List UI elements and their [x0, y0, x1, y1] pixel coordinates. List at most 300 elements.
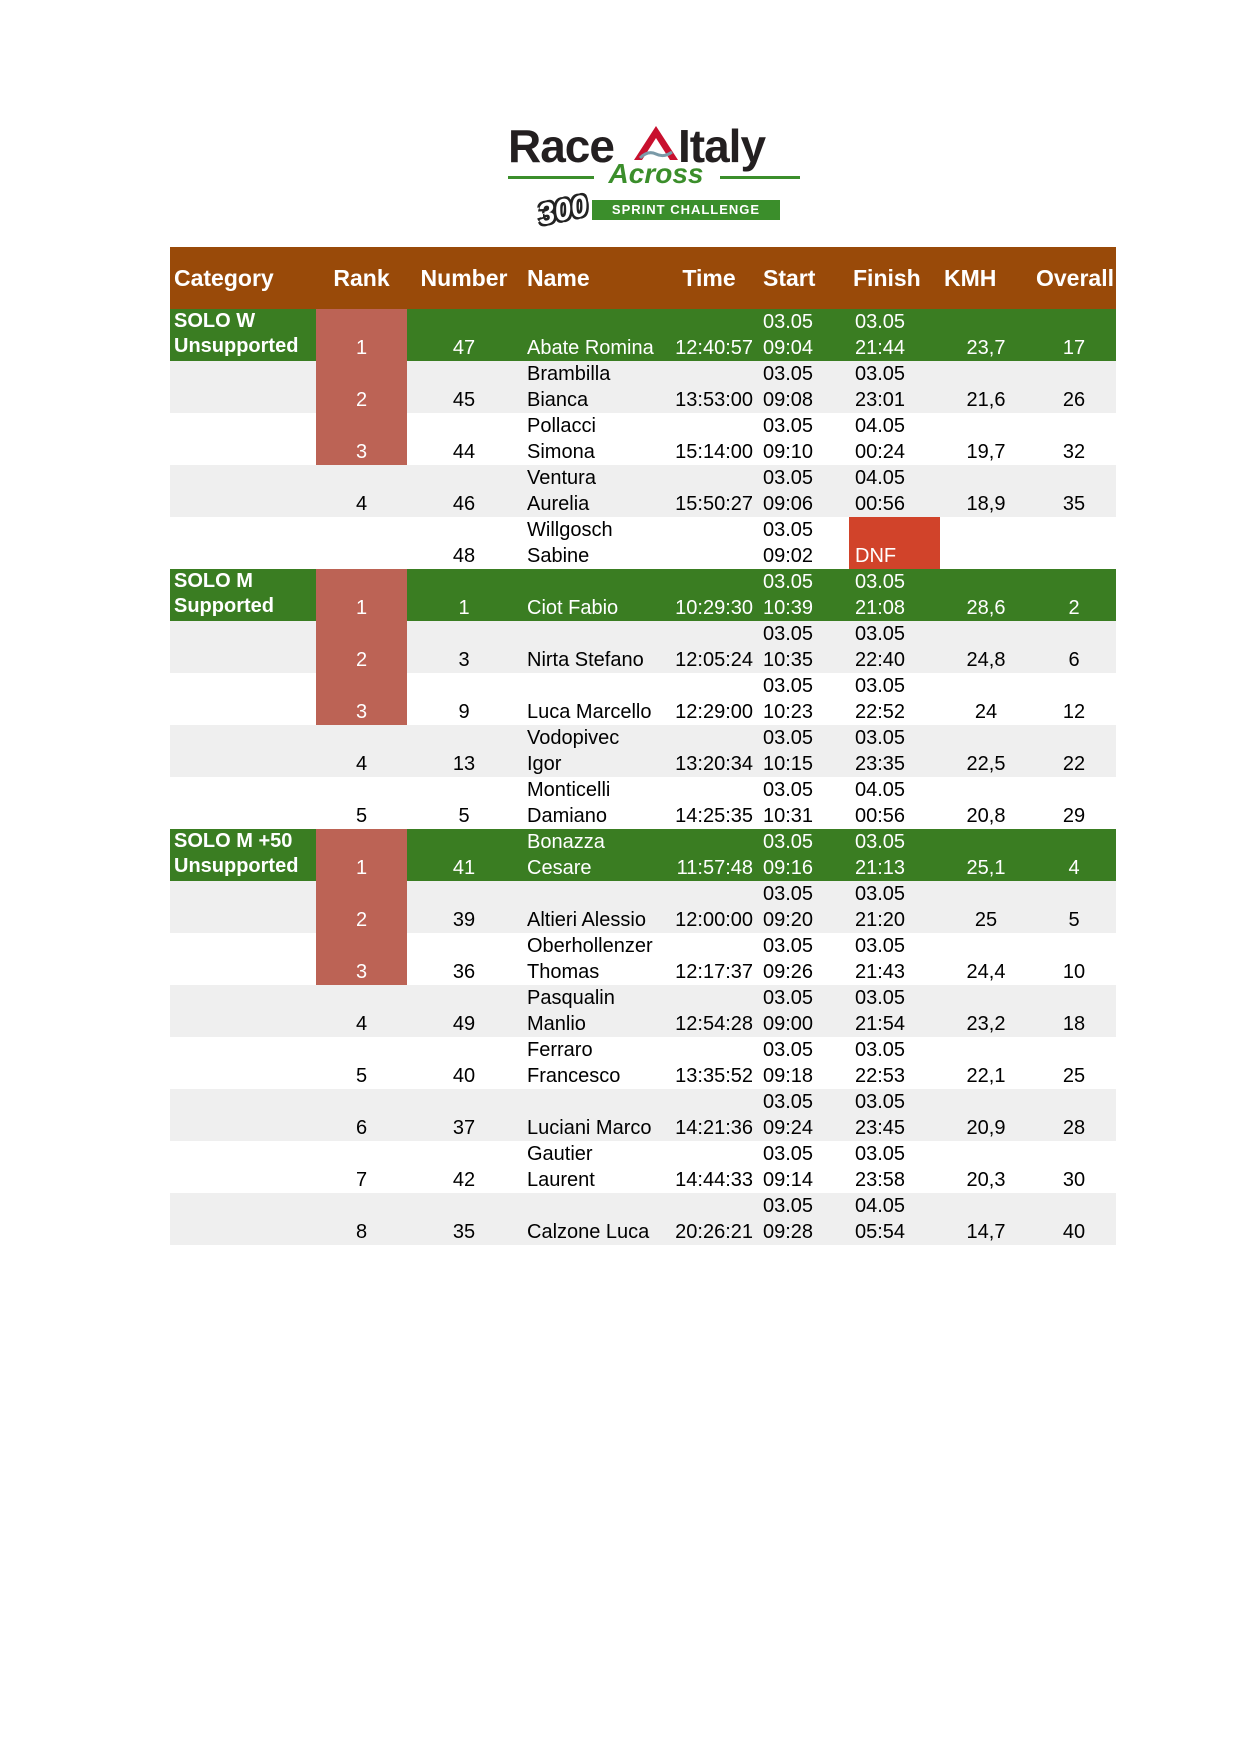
- name-cell: [521, 829, 661, 881]
- overall-cell: 12: [1032, 673, 1116, 725]
- table-row: [170, 1037, 1116, 1089]
- category-cell: [170, 517, 316, 569]
- finish-cell-line-1: 03.05: [855, 883, 906, 905]
- category-cell-line-1: [174, 673, 312, 698]
- finish-cell: [849, 413, 940, 465]
- table-row: [170, 725, 1116, 777]
- category-cell-line-1: [174, 881, 312, 906]
- category-cell-line-2: [174, 1114, 312, 1139]
- category-cell: [170, 1141, 316, 1193]
- name-cell-line-1: Ventura: [527, 467, 596, 489]
- name-cell: [521, 465, 661, 517]
- category-cell-line-1: [174, 413, 312, 438]
- number-cell: 46: [407, 465, 521, 517]
- finish-cell-line-1: 03.05: [855, 1091, 906, 1113]
- time-cell: 15:14:00: [661, 413, 757, 465]
- time-cell: 14:21:36: [661, 1089, 757, 1141]
- time-cell: [661, 517, 757, 569]
- overall-cell: 5: [1032, 881, 1116, 933]
- time-cell: 12:29:00: [661, 673, 757, 725]
- category-cell-line-1: [174, 1141, 312, 1166]
- table-row: [170, 777, 1116, 829]
- start-cell: [757, 1193, 849, 1245]
- start-cell-line-2: 09:18: [763, 1065, 814, 1087]
- finish-cell: [849, 881, 940, 933]
- rank-cell: [316, 517, 407, 569]
- name-cell-line-2: Sabine: [527, 545, 590, 567]
- start-cell-line-2: 10:39: [763, 597, 814, 619]
- start-cell-line-2: 09:20: [763, 909, 814, 931]
- category-cell-line-2: [174, 802, 312, 827]
- start-cell: [757, 985, 849, 1037]
- category-cell-line-1: SOLO M: [174, 570, 253, 592]
- name-cell-line-1: Brambilla: [527, 363, 611, 385]
- finish-cell: [849, 1037, 940, 1089]
- category-cell-line-2: [174, 698, 312, 723]
- finish-cell-line-1: 03.05: [855, 831, 906, 853]
- kmh-cell: 23,2: [940, 985, 1032, 1037]
- name-cell-line-1: [527, 569, 657, 595]
- table-row: [170, 413, 1116, 465]
- name-cell-line-1: [527, 309, 657, 335]
- time-cell: 10:29:30: [661, 569, 757, 621]
- finish-cell-line-1: 03.05: [855, 311, 906, 333]
- start-cell: [757, 361, 849, 413]
- table-row: [170, 673, 1116, 725]
- start-cell-line-2: 09:02: [763, 545, 814, 567]
- logo-italy-text: Italy: [678, 120, 766, 172]
- name-cell-line-1: [527, 881, 657, 907]
- name-cell: [521, 777, 661, 829]
- kmh-cell: 14,7: [940, 1193, 1032, 1245]
- logo-left-line: [508, 176, 594, 179]
- finish-cell-line-1: 03.05: [855, 727, 906, 749]
- table-row: [170, 1089, 1116, 1141]
- finish-cell-line-1: 03.05: [855, 1039, 906, 1061]
- category-cell-line-1: [174, 621, 312, 646]
- number-cell: 40: [407, 1037, 521, 1089]
- time-cell: 20:26:21: [661, 1193, 757, 1245]
- finish-cell-line-1: 03.05: [855, 363, 906, 385]
- category-cell: [170, 309, 316, 361]
- finish-cell-line-2: 21:43: [855, 961, 906, 983]
- table-row: [170, 465, 1116, 517]
- category-cell-line-2: [174, 906, 312, 931]
- name-cell-line-2: Luca Marcello: [527, 701, 652, 723]
- category-cell-line-1: SOLO M +50: [174, 830, 293, 852]
- overall-cell: 32: [1032, 413, 1116, 465]
- name-cell: [521, 1193, 661, 1245]
- name-cell-line-2: Cesare: [527, 857, 592, 879]
- name-cell-line-2: Calzone Luca: [527, 1221, 650, 1243]
- finish-cell: [849, 569, 940, 621]
- table-row: [170, 985, 1116, 1037]
- name-cell-line-2: Aurelia: [527, 493, 590, 515]
- time-cell: 12:05:24: [661, 621, 757, 673]
- time-cell: 12:40:57: [661, 309, 757, 361]
- category-cell-line-2: Unsupported: [174, 855, 299, 877]
- overall-cell: 6: [1032, 621, 1116, 673]
- category-cell-line-2: [174, 386, 312, 411]
- finish-cell-line-1: 03.05: [855, 623, 906, 645]
- start-cell: [757, 829, 849, 881]
- finish-cell-line-2: 21:20: [855, 909, 906, 931]
- category-cell-line-1: [174, 777, 312, 802]
- name-cell-line-2: Francesco: [527, 1065, 621, 1087]
- finish-cell-line-1: 03.05: [855, 1143, 906, 1165]
- name-cell: [521, 309, 661, 361]
- category-cell-line-2: [174, 958, 312, 983]
- finish-cell-line-2: 21:44: [855, 337, 906, 359]
- start-cell-line-1: 03.05: [763, 1143, 814, 1165]
- start-cell-line-1: 03.05: [763, 831, 814, 853]
- start-cell-line-2: 09:04: [763, 337, 814, 359]
- start-cell-line-1: 03.05: [763, 519, 814, 541]
- category-cell-line-2: [174, 542, 312, 567]
- name-cell-line-1: [527, 1193, 657, 1219]
- category-cell: [170, 881, 316, 933]
- category-cell-line-2: [174, 1218, 312, 1243]
- name-cell-line-2: Altieri Alessio: [527, 909, 646, 931]
- finish-cell-line-2: 22:40: [855, 649, 906, 671]
- finish-cell: [849, 777, 940, 829]
- start-cell: [757, 309, 849, 361]
- header-row: [170, 247, 1116, 309]
- start-cell-line-1: 03.05: [763, 727, 814, 749]
- finish-cell-line-2: 00:24: [855, 441, 906, 463]
- rank-cell: 2: [316, 361, 407, 413]
- name-cell-line-1: Oberhollenzer: [527, 935, 653, 957]
- logo-race-text: Race: [508, 120, 614, 172]
- start-cell: [757, 673, 849, 725]
- header-number: Number: [407, 247, 521, 309]
- start-cell-line-1: 03.05: [763, 311, 814, 333]
- table-row: [170, 933, 1116, 985]
- start-cell-line-1: 03.05: [763, 415, 814, 437]
- number-cell: 5: [407, 777, 521, 829]
- category-cell: [170, 1037, 316, 1089]
- kmh-cell: 18,9: [940, 465, 1032, 517]
- table-row: [170, 361, 1116, 413]
- table-row: [170, 1193, 1116, 1245]
- finish-cell: [849, 1193, 940, 1245]
- finish-cell: [849, 361, 940, 413]
- finish-cell-line-1: [855, 517, 936, 543]
- name-cell-line-1: Pollacci: [527, 415, 596, 437]
- finish-cell-line-1: 03.05: [855, 571, 906, 593]
- kmh-cell: 24,4: [940, 933, 1032, 985]
- time-cell: 14:25:35: [661, 777, 757, 829]
- kmh-cell: 21,6: [940, 361, 1032, 413]
- start-cell-line-2: 10:35: [763, 649, 814, 671]
- header-name: Name: [521, 247, 661, 309]
- category-cell: [170, 725, 316, 777]
- finish-cell-line-2: 22:53: [855, 1065, 906, 1087]
- overall-cell: 40: [1032, 1193, 1116, 1245]
- start-cell-line-2: 10:15: [763, 753, 814, 775]
- name-cell: [521, 517, 661, 569]
- header-category: Category: [170, 247, 316, 309]
- start-cell-line-2: 09:24: [763, 1117, 814, 1139]
- start-cell-line-1: 03.05: [763, 935, 814, 957]
- category-cell: [170, 1193, 316, 1245]
- category-cell-line-2: [174, 1166, 312, 1191]
- category-cell: [170, 621, 316, 673]
- finish-cell-line-1: 04.05: [855, 779, 906, 801]
- finish-cell-line-2: 23:45: [855, 1117, 906, 1139]
- rank-cell: 1: [316, 569, 407, 621]
- kmh-cell: 25,1: [940, 829, 1032, 881]
- table-row: [170, 569, 1116, 621]
- start-cell: [757, 933, 849, 985]
- time-cell: 14:44:33: [661, 1141, 757, 1193]
- category-cell: [170, 361, 316, 413]
- finish-cell-line-1: 03.05: [855, 935, 906, 957]
- table-row: [170, 829, 1116, 881]
- finish-cell-line-2: 21:08: [855, 597, 906, 619]
- name-cell-line-2: Ciot Fabio: [527, 597, 619, 619]
- name-cell: [521, 673, 661, 725]
- start-cell-line-2: 09:06: [763, 493, 814, 515]
- category-cell: [170, 465, 316, 517]
- rank-cell: 2: [316, 881, 407, 933]
- finish-cell: [849, 725, 940, 777]
- name-cell-line-2: Simona: [527, 441, 595, 463]
- finish-cell: [849, 1089, 940, 1141]
- overall-cell: 4: [1032, 829, 1116, 881]
- table-row: [170, 621, 1116, 673]
- start-cell-line-1: 03.05: [763, 1039, 814, 1061]
- finish-cell-line-2: 23:35: [855, 753, 906, 775]
- category-cell-line-1: [174, 1037, 312, 1062]
- name-cell: [521, 569, 661, 621]
- category-cell-line-2: [174, 1010, 312, 1035]
- number-cell: 45: [407, 361, 521, 413]
- start-cell-line-2: 09:16: [763, 857, 814, 879]
- category-cell-line-1: [174, 1089, 312, 1114]
- finish-cell: [849, 309, 940, 361]
- start-cell-line-2: 09:08: [763, 389, 814, 411]
- finish-cell-line-2: 21:13: [855, 857, 906, 879]
- time-cell: 15:50:27: [661, 465, 757, 517]
- category-cell: [170, 777, 316, 829]
- kmh-cell: 24,8: [940, 621, 1032, 673]
- start-cell: [757, 413, 849, 465]
- start-cell-line-2: 10:31: [763, 805, 814, 827]
- start-cell-line-1: 03.05: [763, 779, 814, 801]
- finish-cell: [849, 517, 940, 569]
- name-cell-line-1: [527, 673, 657, 699]
- category-cell-line-2: [174, 438, 312, 463]
- start-cell-line-1: 03.05: [763, 883, 814, 905]
- category-cell: [170, 933, 316, 985]
- finish-cell: [849, 933, 940, 985]
- table-row: [170, 309, 1116, 361]
- name-cell-line-2: Laurent: [527, 1169, 595, 1191]
- rank-cell: 3: [316, 933, 407, 985]
- rank-cell: 7: [316, 1141, 407, 1193]
- time-cell: 13:20:34: [661, 725, 757, 777]
- kmh-cell: [940, 517, 1032, 569]
- name-cell-line-2: Thomas: [527, 961, 600, 983]
- finish-cell-line-2: 00:56: [855, 493, 906, 515]
- finish-cell-line-2: 21:54: [855, 1013, 906, 1035]
- category-cell-line-1: [174, 1193, 312, 1218]
- category-cell-line-1: [174, 725, 312, 750]
- name-cell: [521, 361, 661, 413]
- number-cell: 44: [407, 413, 521, 465]
- name-cell-line-1: Bonazza: [527, 831, 605, 853]
- finish-cell-line-2: 22:52: [855, 701, 906, 723]
- kmh-cell: 25: [940, 881, 1032, 933]
- finish-cell-line-1: 03.05: [855, 987, 906, 1009]
- category-cell-line-1: [174, 985, 312, 1010]
- overall-cell: 17: [1032, 309, 1116, 361]
- number-cell: 13: [407, 725, 521, 777]
- number-cell: 42: [407, 1141, 521, 1193]
- number-cell: 35: [407, 1193, 521, 1245]
- name-cell: [521, 1089, 661, 1141]
- header-finish: Finish: [849, 247, 940, 309]
- start-cell-line-1: 03.05: [763, 571, 814, 593]
- kmh-cell: 22,1: [940, 1037, 1032, 1089]
- start-cell-line-2: 10:23: [763, 701, 814, 723]
- number-cell: 39: [407, 881, 521, 933]
- number-cell: 48: [407, 517, 521, 569]
- name-cell: [521, 413, 661, 465]
- rank-cell: 5: [316, 777, 407, 829]
- start-cell-line-1: 03.05: [763, 623, 814, 645]
- mountain-icon: [632, 122, 680, 162]
- logo-across-text: Across: [608, 158, 704, 189]
- race-across-italy-logo: [508, 118, 798, 232]
- header-overall: Overall: [1032, 247, 1116, 309]
- start-cell-line-1: 03.05: [763, 675, 814, 697]
- category-cell-line-1: [174, 465, 312, 490]
- category-cell: [170, 413, 316, 465]
- rank-cell: 1: [316, 309, 407, 361]
- finish-cell: [849, 829, 940, 881]
- category-cell-line-1: [174, 517, 312, 542]
- start-cell-line-2: 09:10: [763, 441, 814, 463]
- name-cell: [521, 725, 661, 777]
- logo-right-line: [720, 176, 800, 179]
- header-rank: Rank: [316, 247, 407, 309]
- category-cell: [170, 673, 316, 725]
- header-kmh: KMH: [940, 247, 1032, 309]
- finish-cell-line-2: 00:56: [855, 805, 906, 827]
- number-cell: 3: [407, 621, 521, 673]
- time-cell: 13:35:52: [661, 1037, 757, 1089]
- rank-cell: 3: [316, 673, 407, 725]
- overall-cell: 2: [1032, 569, 1116, 621]
- finish-cell: [849, 985, 940, 1037]
- start-cell-line-1: 03.05: [763, 1195, 814, 1217]
- start-cell: [757, 777, 849, 829]
- time-cell: 12:17:37: [661, 933, 757, 985]
- category-cell: [170, 569, 316, 621]
- overall-cell: 22: [1032, 725, 1116, 777]
- rank-cell: 1: [316, 829, 407, 881]
- start-cell: [757, 1141, 849, 1193]
- start-cell: [757, 569, 849, 621]
- number-cell: 1: [407, 569, 521, 621]
- number-cell: 49: [407, 985, 521, 1037]
- name-cell-line-2: Damiano: [527, 805, 608, 827]
- name-cell: [521, 1037, 661, 1089]
- name-cell: [521, 933, 661, 985]
- category-cell: [170, 1089, 316, 1141]
- name-cell-line-1: Pasqualin: [527, 987, 615, 1009]
- overall-cell: 28: [1032, 1089, 1116, 1141]
- overall-cell: [1032, 517, 1116, 569]
- table-row: [170, 881, 1116, 933]
- start-cell-line-2: 09:14: [763, 1169, 814, 1191]
- start-cell: [757, 1089, 849, 1141]
- number-cell: 9: [407, 673, 521, 725]
- category-cell: [170, 985, 316, 1037]
- category-cell-line-2: [174, 490, 312, 515]
- rank-cell: 6: [316, 1089, 407, 1141]
- name-cell-line-1: Gautier: [527, 1143, 593, 1165]
- overall-cell: 26: [1032, 361, 1116, 413]
- name-cell-line-1: Vodopivec: [527, 727, 620, 749]
- time-cell: 12:54:28: [661, 985, 757, 1037]
- name-cell-line-2: Manlio: [527, 1013, 586, 1035]
- category-cell-line-2: [174, 750, 312, 775]
- kmh-cell: 28,6: [940, 569, 1032, 621]
- finish-cell-line-1: 04.05: [855, 415, 906, 437]
- name-cell-line-2: Luciani Marco: [527, 1117, 652, 1139]
- category-cell-line-2: Supported: [174, 595, 274, 617]
- kmh-cell: 22,5: [940, 725, 1032, 777]
- rank-cell: 2: [316, 621, 407, 673]
- number-cell: 47: [407, 309, 521, 361]
- overall-cell: 18: [1032, 985, 1116, 1037]
- kmh-cell: 20,9: [940, 1089, 1032, 1141]
- start-cell: [757, 881, 849, 933]
- finish-cell-line-2: 05:54: [855, 1221, 906, 1243]
- rank-cell: 8: [316, 1193, 407, 1245]
- category-cell-line-1: [174, 361, 312, 386]
- finish-cell-line-2: DNF: [855, 545, 897, 567]
- logo-number: 300: [535, 189, 591, 232]
- results-table: [170, 247, 1116, 1245]
- kmh-cell: 24: [940, 673, 1032, 725]
- kmh-cell: 19,7: [940, 413, 1032, 465]
- name-cell-line-1: [527, 621, 657, 647]
- category-cell: [170, 829, 316, 881]
- name-cell-line-2: Nirta Stefano: [527, 649, 644, 671]
- start-cell-line-2: 09:00: [763, 1013, 814, 1035]
- start-cell-line-1: 03.05: [763, 363, 814, 385]
- category-cell-line-1: [174, 933, 312, 958]
- finish-cell: [849, 621, 940, 673]
- number-cell: 36: [407, 933, 521, 985]
- start-cell-line-2: 09:28: [763, 1221, 814, 1243]
- name-cell-line-1: Willgosch: [527, 519, 613, 541]
- overall-cell: 35: [1032, 465, 1116, 517]
- overall-cell: 30: [1032, 1141, 1116, 1193]
- start-cell: [757, 465, 849, 517]
- header-time: Time: [661, 247, 757, 309]
- category-cell-line-2: Unsupported: [174, 335, 299, 357]
- category-cell-line-2: [174, 1062, 312, 1087]
- start-cell: [757, 725, 849, 777]
- finish-cell: [849, 1141, 940, 1193]
- overall-cell: 29: [1032, 777, 1116, 829]
- start-cell-line-1: 03.05: [763, 1091, 814, 1113]
